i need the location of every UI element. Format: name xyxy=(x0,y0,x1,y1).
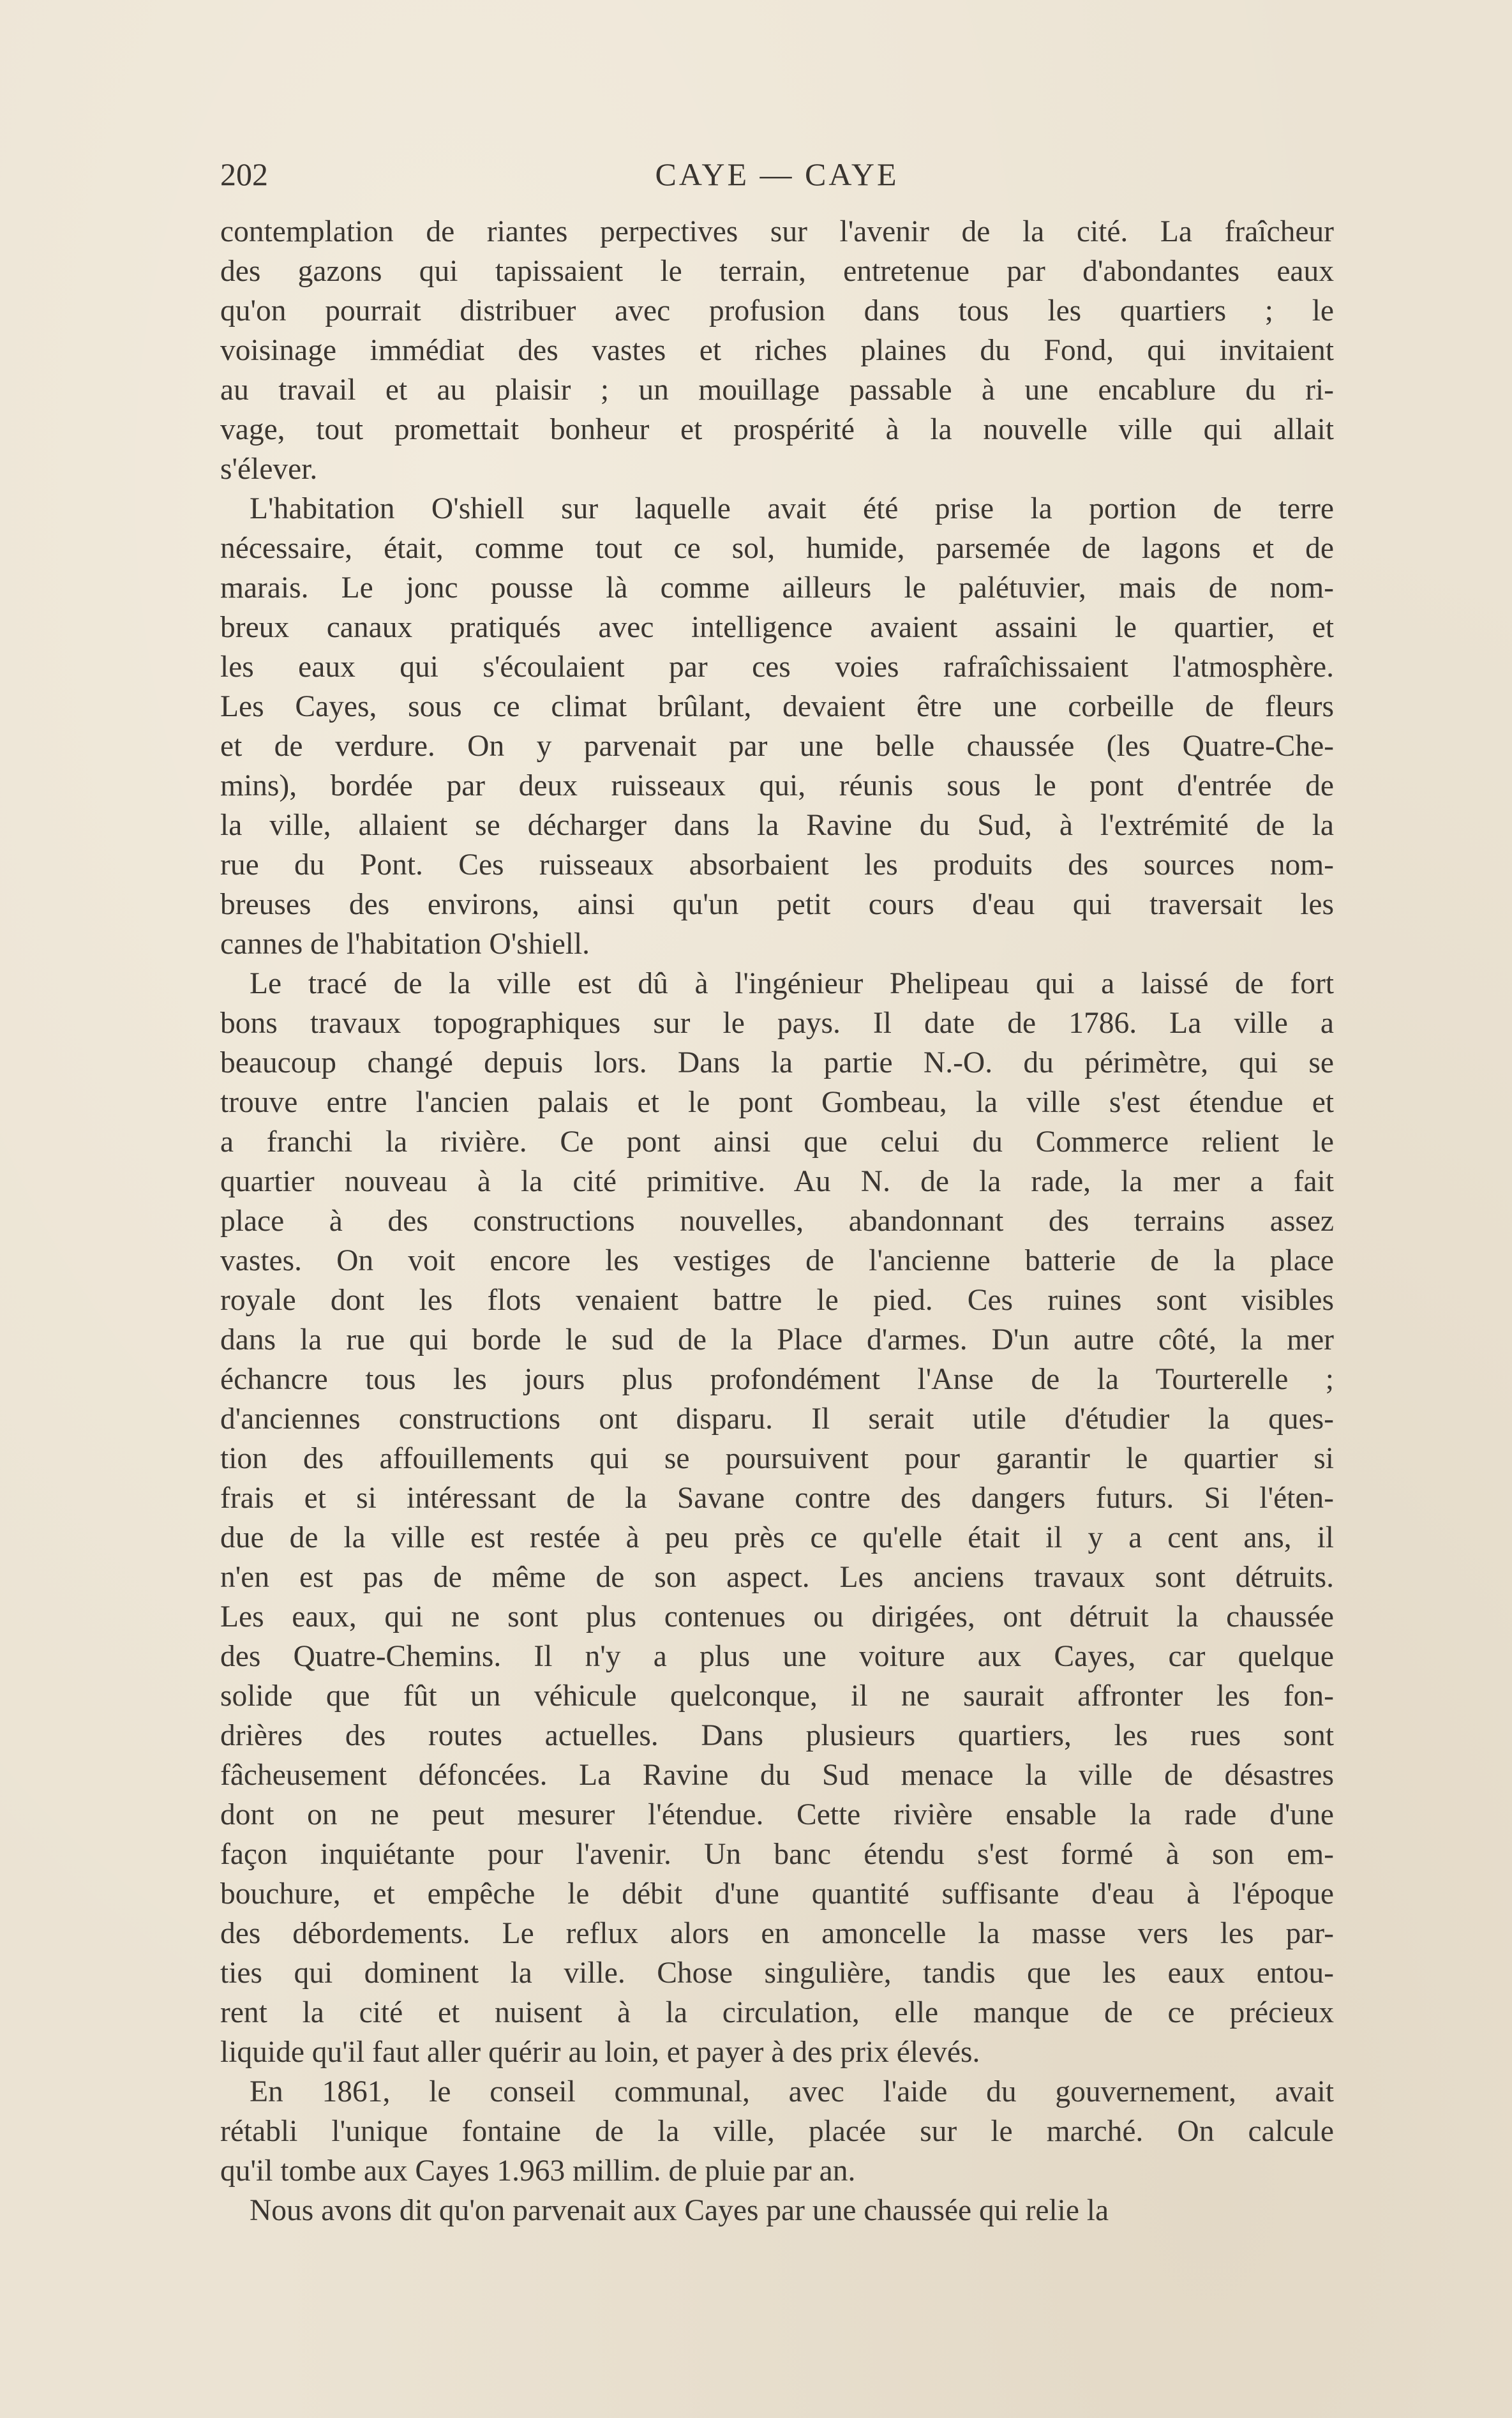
text-line: façon inquiétante pour l'avenir. Un banc étendu s'est formé à son em- xyxy=(220,1838,1334,1871)
text-line: rue du Pont. Ces ruisseaux absorbaient les produits des sources nom- xyxy=(220,848,1334,882)
text-line: cannes de l'habitation O'shiell. xyxy=(220,927,590,961)
text-line: breuses des environs, ainsi qu'un petit cours d'eau qui traversait les xyxy=(220,888,1334,921)
text-line: dont on ne peut mesurer l'étendue. Cette rivière ensable la rade d'une xyxy=(220,1798,1334,1831)
page-number: 202 xyxy=(220,156,268,192)
text-line: rétabli l'unique fontaine de la ville, placée sur le marché. On calcule xyxy=(220,2115,1334,2148)
text-line: d'anciennes constructions ont disparu. Il serait utile d'étudier la ques- xyxy=(220,1402,1334,1436)
text-line: L'habitation O'shiell sur laquelle avait été prise la portion de terre xyxy=(250,492,1334,525)
text-line: due de la ville est restée à peu près ce qu'elle était il y a cent ans, il xyxy=(220,1521,1334,1554)
text-line: les eaux qui s'écoulaient par ces voies rafraîchissaient l'atmosphère. xyxy=(220,650,1334,684)
text-line: trouve entre l'ancien palais et le pont Gombeau, la ville s'est étendue et xyxy=(220,1086,1334,1119)
text-line: a franchi la rivière. Ce pont ainsi que celui du Commerce relient le xyxy=(220,1125,1334,1159)
text-line: et de verdure. On y parvenait par une belle chaussée (les Quatre-Che- xyxy=(220,730,1334,763)
text-line: ties qui dominent la ville. Chose singulière, tandis que les eaux entou- xyxy=(220,1956,1334,1990)
text-line: quartier nouveau à la cité primitive. Au N. de la rade, la mer a fait xyxy=(220,1165,1334,1198)
text-line: vage, tout promettait bonheur et prospérité à la nouvelle ville qui allait xyxy=(220,413,1334,446)
paragraph xyxy=(220,964,1334,2072)
text-line: mins), bordée par deux ruisseaux qui, réunis sous le pont d'entrée de xyxy=(220,769,1334,802)
text-line: liquide qu'il faut aller quérir au loin, et payer à des prix élevés. xyxy=(220,2036,980,2069)
text-line: qu'on pourrait distribuer avec profusion dans tous les quartiers ; le xyxy=(220,294,1334,327)
text-line: vastes. On voit encore les vestiges de l'ancienne batterie de la place xyxy=(220,1244,1334,1277)
text-line: place à des constructions nouvelles, abandonnant des terrains assez xyxy=(220,1205,1334,1238)
text-line: s'élever. xyxy=(220,453,318,486)
body-text xyxy=(220,212,1334,2230)
text-line: En 1861, le conseil communal, avec l'aide du gouvernement, avait xyxy=(250,2075,1334,2108)
text-line: beaucoup changé depuis lors. Dans la partie N.-O. du périmètre, qui se xyxy=(220,1046,1334,1079)
paragraph xyxy=(220,489,1334,964)
text-line: Les eaux, qui ne sont plus contenues ou dirigées, ont détruit la chaussée xyxy=(220,1600,1334,1633)
text-line: des gazons qui tapissaient le terrain, entretenue par d'abondantes eaux xyxy=(220,255,1334,288)
text-line: royale dont les flots venaient battre le pied. Ces ruines sont visibles xyxy=(220,1284,1334,1317)
text-line: marais. Le jonc pousse là comme ailleurs le palétuvier, mais de nom- xyxy=(220,571,1334,604)
text-line: nécessaire, était, comme tout ce sol, humide, parsemée de lagons et de xyxy=(220,532,1334,565)
text-line: rent la cité et nuisent à la circulation, elle manque de ce précieux xyxy=(220,1996,1334,2029)
text-line: bons travaux topographiques sur le pays. Il date de 1786. La ville a xyxy=(220,1007,1334,1040)
text-line: voisinage immédiat des vastes et riches plaines du Fond, qui invitaient xyxy=(220,334,1334,367)
text-line: tion des affouillements qui se poursuivent pour garantir le quartier si xyxy=(220,1442,1334,1475)
text-line: contemplation de riantes perpectives sur l'avenir de la cité. La fraîcheur xyxy=(220,215,1334,248)
text-line: échancre tous les jours plus profondément l'Anse de la Tourterelle ; xyxy=(220,1363,1334,1396)
text-line: Le tracé de la ville est dû à l'ingénieur Phelipeau qui a laissé de fort xyxy=(250,967,1334,1000)
paragraph xyxy=(220,2191,1334,2230)
text-line: drières des routes actuelles. Dans plusieurs quartiers, les rues sont xyxy=(220,1719,1334,1752)
paragraph xyxy=(220,212,1334,489)
text-line: solide que fût un véhicule quelconque, il ne saurait affronter les fon- xyxy=(220,1679,1334,1713)
text-line: breux canaux pratiqués avec intelligence avaient assaini le quartier, et xyxy=(220,611,1334,644)
text-line: des débordements. Le reflux alors en amoncelle la masse vers les par- xyxy=(220,1917,1334,1950)
text-line: dans la rue qui borde le sud de la Place d'armes. D'un autre côté, la mer xyxy=(220,1323,1334,1356)
paragraph xyxy=(220,2072,1334,2191)
text-line: fâcheusement défoncées. La Ravine du Sud menace la ville de désastres xyxy=(220,1759,1334,1792)
running-head: CAYE — CAYE xyxy=(655,156,899,192)
page-header xyxy=(220,148,1334,206)
text-line: qu'il tombe aux Cayes 1.963 millim. de pluie par an. xyxy=(220,2154,856,2188)
text-line: des Quatre-Chemins. Il n'y a plus une voiture aux Cayes, car quelque xyxy=(220,1640,1334,1673)
text-line: n'en est pas de même de son aspect. Les anciens travaux sont détruits. xyxy=(220,1561,1334,1594)
text-line: Les Cayes, sous ce climat brûlant, devaient être une corbeille de fleurs xyxy=(220,690,1334,723)
text-line: frais et si intéressant de la Savane contre des dangers futurs. Si l'éten- xyxy=(220,1482,1334,1515)
text-line: bouchure, et empêche le débit d'une quantité suffisante d'eau à l'époque xyxy=(220,1877,1334,1911)
text-line: la ville, allaient se décharger dans la Ravine du Sud, à l'extrémité de la xyxy=(220,809,1334,842)
text-line: au travail et au plaisir ; un mouillage passable à une encablure du ri- xyxy=(220,373,1334,407)
text-line: Nous avons dit qu'on parvenait aux Cayes par une chaussée qui relie la xyxy=(250,2194,1109,2227)
